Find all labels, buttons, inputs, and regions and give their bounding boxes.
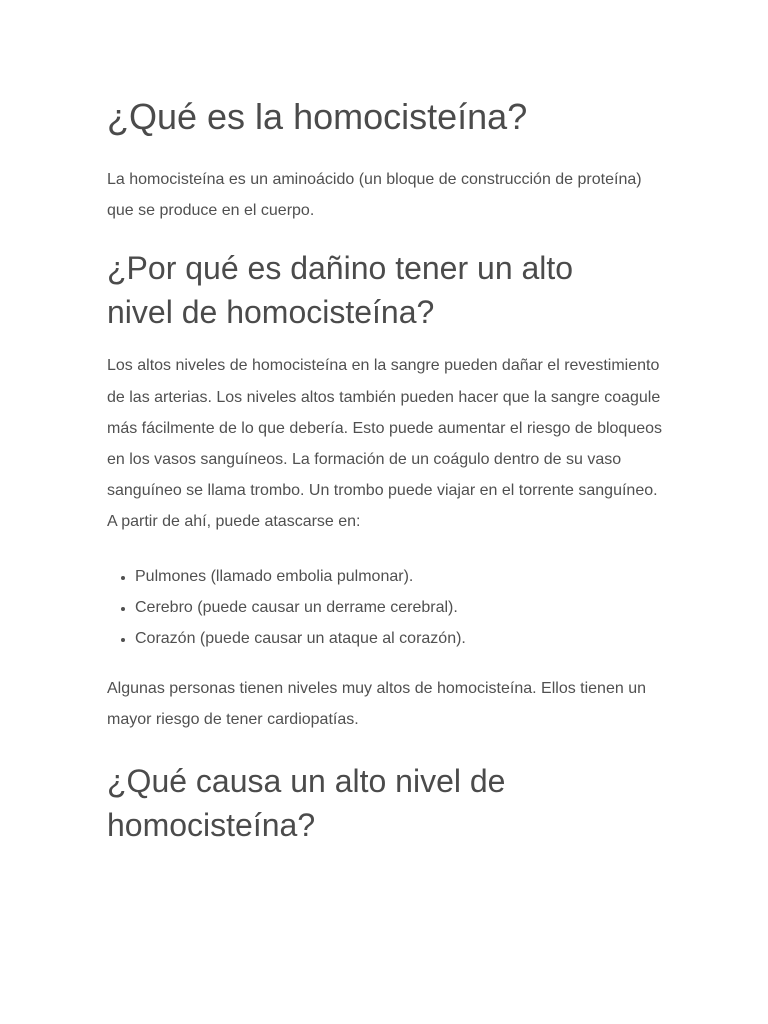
section-heading-causes <box>107 759 667 847</box>
section-heading-why-harmful <box>107 246 667 334</box>
heading-line: ¿Por qué es dañino tener un alto <box>107 250 574 287</box>
section-heading-what-is: ¿Qué es la homocisteína? <box>107 96 528 137</box>
list-item: • Cerebro (puede causar un derrame cerebral). <box>135 592 667 623</box>
heading-line: nivel de homocisteína? <box>107 294 435 331</box>
heading-line: homocisteína? <box>107 807 316 844</box>
article-body <box>107 92 667 847</box>
paragraph-cardiopathy: Algunas personas tienen niveles muy altos de homocisteína. Ellos tienen un mayor riesgo de tener cardiopatías. <box>107 679 646 728</box>
list-item: • Corazón (puede causar un ataque al corazón). <box>135 623 667 654</box>
list-item: • Pulmones (llamado embolia pulmonar). <box>135 561 667 592</box>
paragraph-definition: La homocisteína es un aminoácido (un bloque de construcción de proteína) que se produce en el cuerpo. <box>107 171 642 220</box>
paragraph-risks: Los altos niveles de homocisteína en la sangre pueden dañar el revestimiento de las arterias. Los niveles altos también pueden hacer que la sangre coagule más fácilmente de lo que debería. Esto puede aumentar el riesgo de bloqueos en los vasos sanguíneos. La formación de un coágulo dentro de su vaso sanguíneo se llama trombo. Un trombo puede viajar en el torrente sanguíneo. A partir de ahí, puede atascarse en: <box>107 357 663 531</box>
heading-line: ¿Qué causa un alto nivel de <box>107 763 506 800</box>
risk-locations-list <box>107 561 667 654</box>
